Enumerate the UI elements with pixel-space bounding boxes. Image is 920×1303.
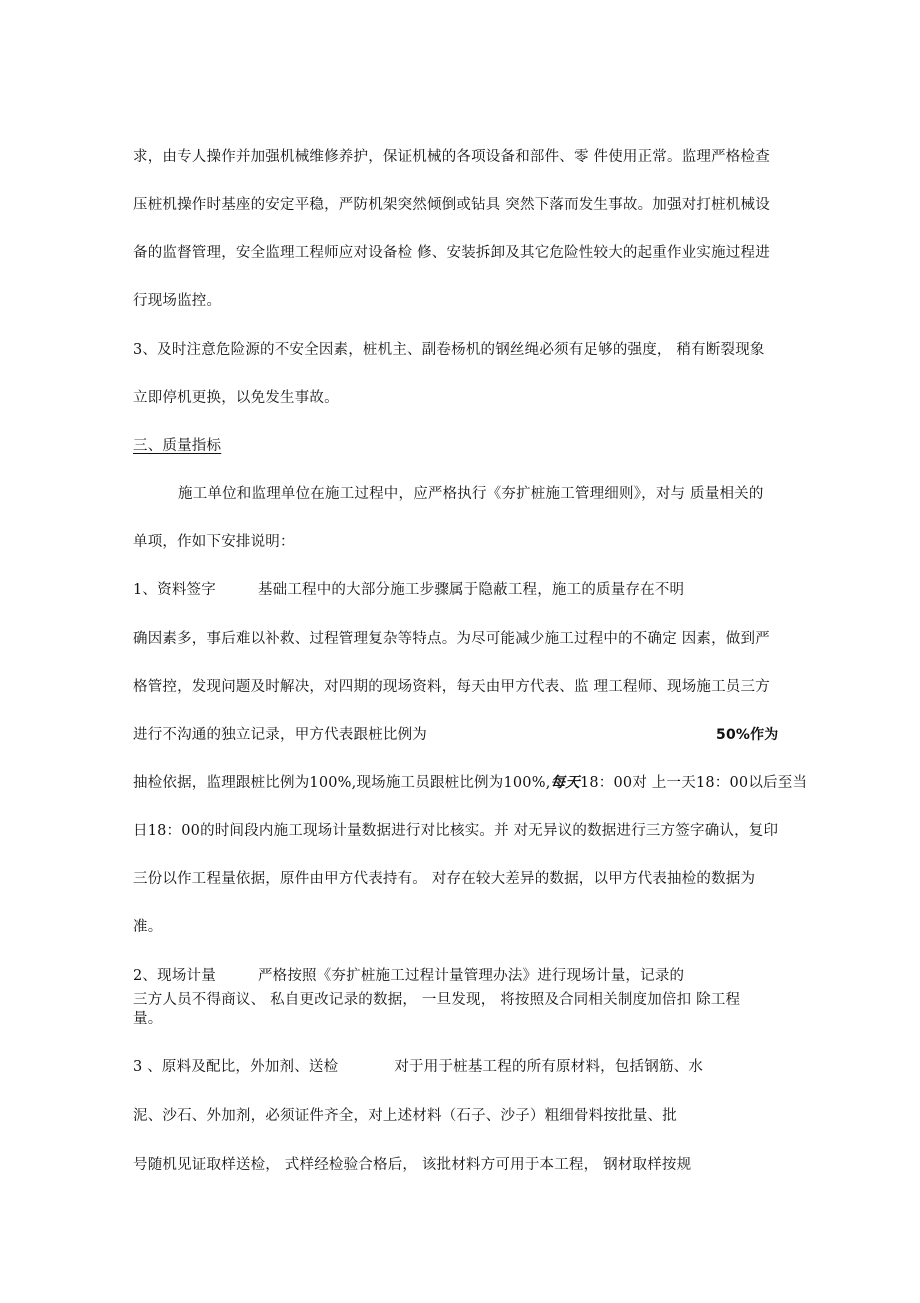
body-line: 量。 bbox=[133, 1011, 163, 1027]
item-1-line bbox=[133, 580, 684, 600]
body-line-right: 50%作为 bbox=[716, 727, 779, 743]
body-line: 号随机见证取样送检， 式样经检验合格后， 该批材料方可用于本工程， 钢材取样按规 bbox=[133, 1157, 692, 1173]
item-3-label: 3 、原料及配比，外加剂、送检 bbox=[133, 1059, 339, 1075]
body-line: 求，由专人操作并加强机械维修养护，保证机械的各项设备和部件、零 件使用正常。监理严格检查 bbox=[133, 149, 770, 165]
body-line: 确因素多，事后难以补救、过程管理复杂等特点。为尽可能减少施工过程中的不确定 因素，做到严 bbox=[133, 631, 770, 647]
body-line: 进行不沟通的独立记录，甲方代表跟桩比例为 bbox=[133, 727, 427, 743]
item-2-label: 2、现场计量 bbox=[133, 968, 216, 984]
item-2-line bbox=[133, 966, 684, 986]
body-line: 日18：00的时间段内施工现场计量数据进行对比核实。并 对无异议的数据进行三方签字确认，复印 bbox=[133, 823, 779, 839]
body-line: 行现场监控。 bbox=[133, 293, 222, 309]
item-2-text: 严格按照《夯扩桩施工过程计量管理办法》进行现场计量，记录的 bbox=[257, 968, 685, 984]
text-segment: 18：00对 上一天18：00以后至当 bbox=[579, 775, 808, 791]
body-line: 格管控，发现问题及时解决，对四期的现场资料，每天由甲方代表、监 理工程师、现场施工员三方 bbox=[133, 679, 770, 695]
item-3-text: 对于用于桩基工程的所有原材料，包括钢筋、水 bbox=[394, 1059, 704, 1075]
item-3-line bbox=[133, 1057, 703, 1077]
text-segment: 抽检依据，监理跟桩比例为100%,现场施工员跟桩比例为100%, bbox=[133, 775, 551, 791]
body-line: 3、及时注意危险源的不安全因素，桩机主、副卷杨机的钢丝绳必须有足够的强度， 稍有断裂现象 bbox=[133, 342, 765, 358]
body-line: 立即停机更换，以免发生事故。 bbox=[133, 390, 339, 406]
body-line: 三份以作工程量依据，原件由甲方代表持有。 对存在较大差异的数据，以甲方代表抽检的数据为 bbox=[133, 871, 756, 887]
body-line: 施工单位和监理单位在施工过程中，应严格执行《夯扩桩施工管理细则》，对与 质量相关的 bbox=[178, 486, 764, 502]
section-heading: 三、质量指标 bbox=[133, 438, 222, 454]
body-line: 压桩机操作时基座的安定平稳，严防机架突然倾倒或钻具 突然下落而发生事故。加强对打桩机械设 bbox=[133, 197, 770, 213]
body-line: 泥、沙石、外加剂，必须证件齐全，对上述材料（石子、沙子）粗细骨料按批量、批 bbox=[133, 1108, 677, 1124]
body-line: 三方人员不得商议、 私自更改记录的数据， 一旦发现， 将按照及合同相关制度加倍扣 除工程 bbox=[133, 992, 741, 1008]
body-line: 单项，作如下安排说明： bbox=[133, 534, 295, 550]
body-line bbox=[133, 773, 807, 793]
body-line: 备的监督管理，安全监理工程师应对设备检 修、安装拆卸及其它危险性较大的起重作业实施过程进 bbox=[133, 245, 770, 261]
emphasis-text: 每天 bbox=[550, 774, 580, 791]
body-line: 准。 bbox=[133, 919, 163, 935]
item-1-text: 基础工程中的大部分施工步骤属于隐蔽工程，施工的质量存在不明 bbox=[257, 582, 685, 598]
item-1-label: 1、资料签字 bbox=[133, 582, 216, 598]
